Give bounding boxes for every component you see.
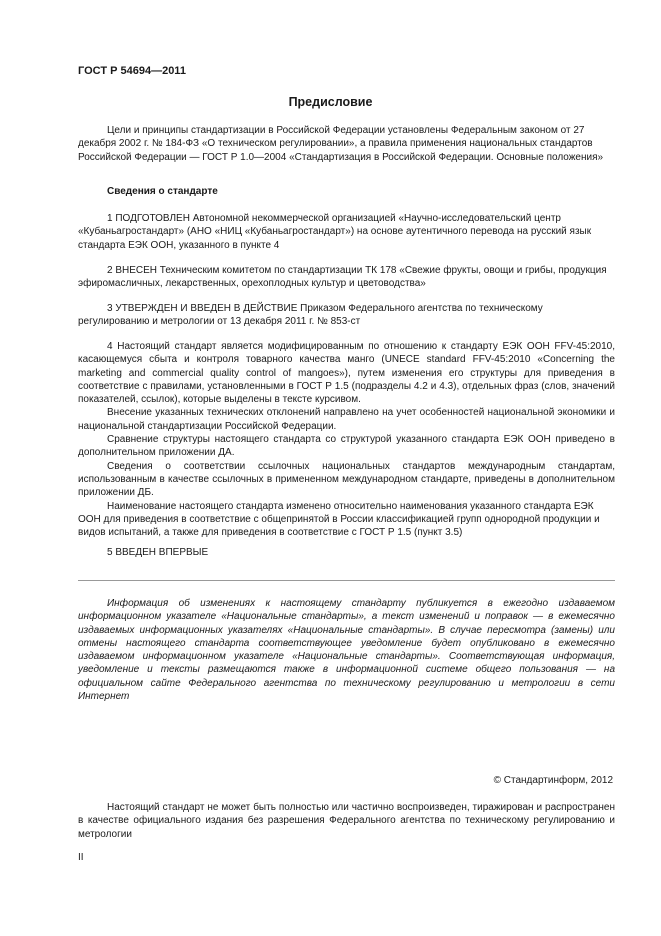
- notice-block: [78, 801, 615, 841]
- item-4-paragraph-4: Сведения о соответствии ссылочных национальных стандартов международным стандартам, использованным в качестве ссылочных в примененном международном стандарте, приведены в дополнительном приложении ДБ.: [78, 460, 615, 499]
- item-4-paragraph-1: 4 Настоящий стандарт является модифицированным по отношению к стандарту ЕЭК ООН FFV-45:2010, касающемуся сбыта и контроля товарного качества манго (UNECE standard FFV-45:2010 «Concerning the marketing and commercial quality control of mangoes»), путем изменения его структуры для приведения в соответствие с правилами, установленными в ГОСТ Р 1.5 (подразделы 4.2 и 4.3), отдельных фраз (слов, значений показателей, ссылок), которые выделены в тексте курсивом.: [78, 341, 615, 406]
- document-header: ГОСТ Р 54694—2011: [78, 65, 186, 77]
- item-4-paragraph-2: Внесение указанных технических отклонений направлено на учет особенностей национальной экономики и национальной стандартизации Российской Федерации.: [78, 407, 615, 432]
- item-2: [78, 264, 615, 291]
- notice-paragraph: Настоящий стандарт не может быть полностью или частично воспроизведен, тиражирован и распространен в качестве официального издания без разрешения Федерального агентства по техническому регулированию и метрологии: [78, 802, 615, 840]
- separator-line: [78, 580, 615, 581]
- item-4-paragraph-3: Сравнение структуры настоящего стандарта со структурой указанного стандарта ЕЭК ООН приведено в дополнительном приложении ДА.: [78, 434, 615, 459]
- page-number: II: [78, 852, 84, 863]
- info-paragraph: Информация об изменениях к настоящему стандарту публикуется в ежегодно издаваемом информационном указателе «Национальные стандарты», а текст изменений и поправок — в ежемесячно издаваемых информационных указателях «Национальные стандарты». В случае пересмотра (замены) или отмены настоящего стандарта соответствующее уведомление будет опубликовано в ежемесячно издаваемом информационном указателе «Национальные стандарты». Соответствующая информация, уведомление и тексты размещаются также в информационной системе общего пользования — на официальном сайте Федерального агентства по техническому регулированию и метрологии в сети Интернет: [78, 598, 615, 703]
- item-5: [78, 546, 615, 559]
- copyright: © Стандартинформ, 2012: [493, 775, 613, 786]
- item-4-paragraph-5: Наименование настоящего стандарта изменено относительно наименования указанного стандарта ЕЭК ООН для приведения в соответствие с общепринятой в России классификацией групп однородной продукции и видов испытаний, а также для приведения в соответствие с ГОСТ Р 1.5 (пункт 3.5): [78, 500, 600, 539]
- item-1-text: 1 ПОДГОТОВЛЕН Автономной некоммерческой организацией «Научно-исследовательский центр «Кубаньагростандарт» (АНО «НИЦ «Кубаньагростандарт») на основе аутентичного перевода на русский язык стандарта ЕЭК ООН, указанного в пункте 4: [78, 213, 592, 251]
- item-4: [78, 340, 615, 539]
- item-2-text: 2 ВНЕСЕН Техническим комитетом по стандартизации ТК 178 «Свежие фрукты, овощи и грибы, продукция эфиромасличных, лекарственных, орехоплодных культур и цветоводства»: [78, 265, 607, 290]
- item-5-text: 5 ВВЕДЕН ВПЕРВЫЕ: [107, 547, 209, 558]
- intro-paragraph: Цели и принципы стандартизации в Российской Федерации установлены Федеральным законом от 27 декабря 2002 г. № 184-ФЗ «О техническом регулировании», а правила применения национальных стандартов Российской Федерации — ГОСТ Р 1.0—2004 «Стандартизация в Российской Федерации. Основные положения»: [78, 125, 604, 163]
- item-1: [78, 212, 615, 252]
- page-title: Предисловие: [288, 95, 373, 109]
- item-3: [78, 302, 615, 329]
- intro-block: [78, 124, 615, 164]
- section-subtitle: Сведения о стандарте: [107, 186, 218, 197]
- info-block: [78, 597, 615, 703]
- item-3-text: 3 УТВЕРЖДЕН И ВВЕДЕН В ДЕЙСТВИЕ Приказом Федерального агентства по техническому регулированию и метрологии от 13 декабря 2011 г. № 853-ст: [78, 303, 543, 328]
